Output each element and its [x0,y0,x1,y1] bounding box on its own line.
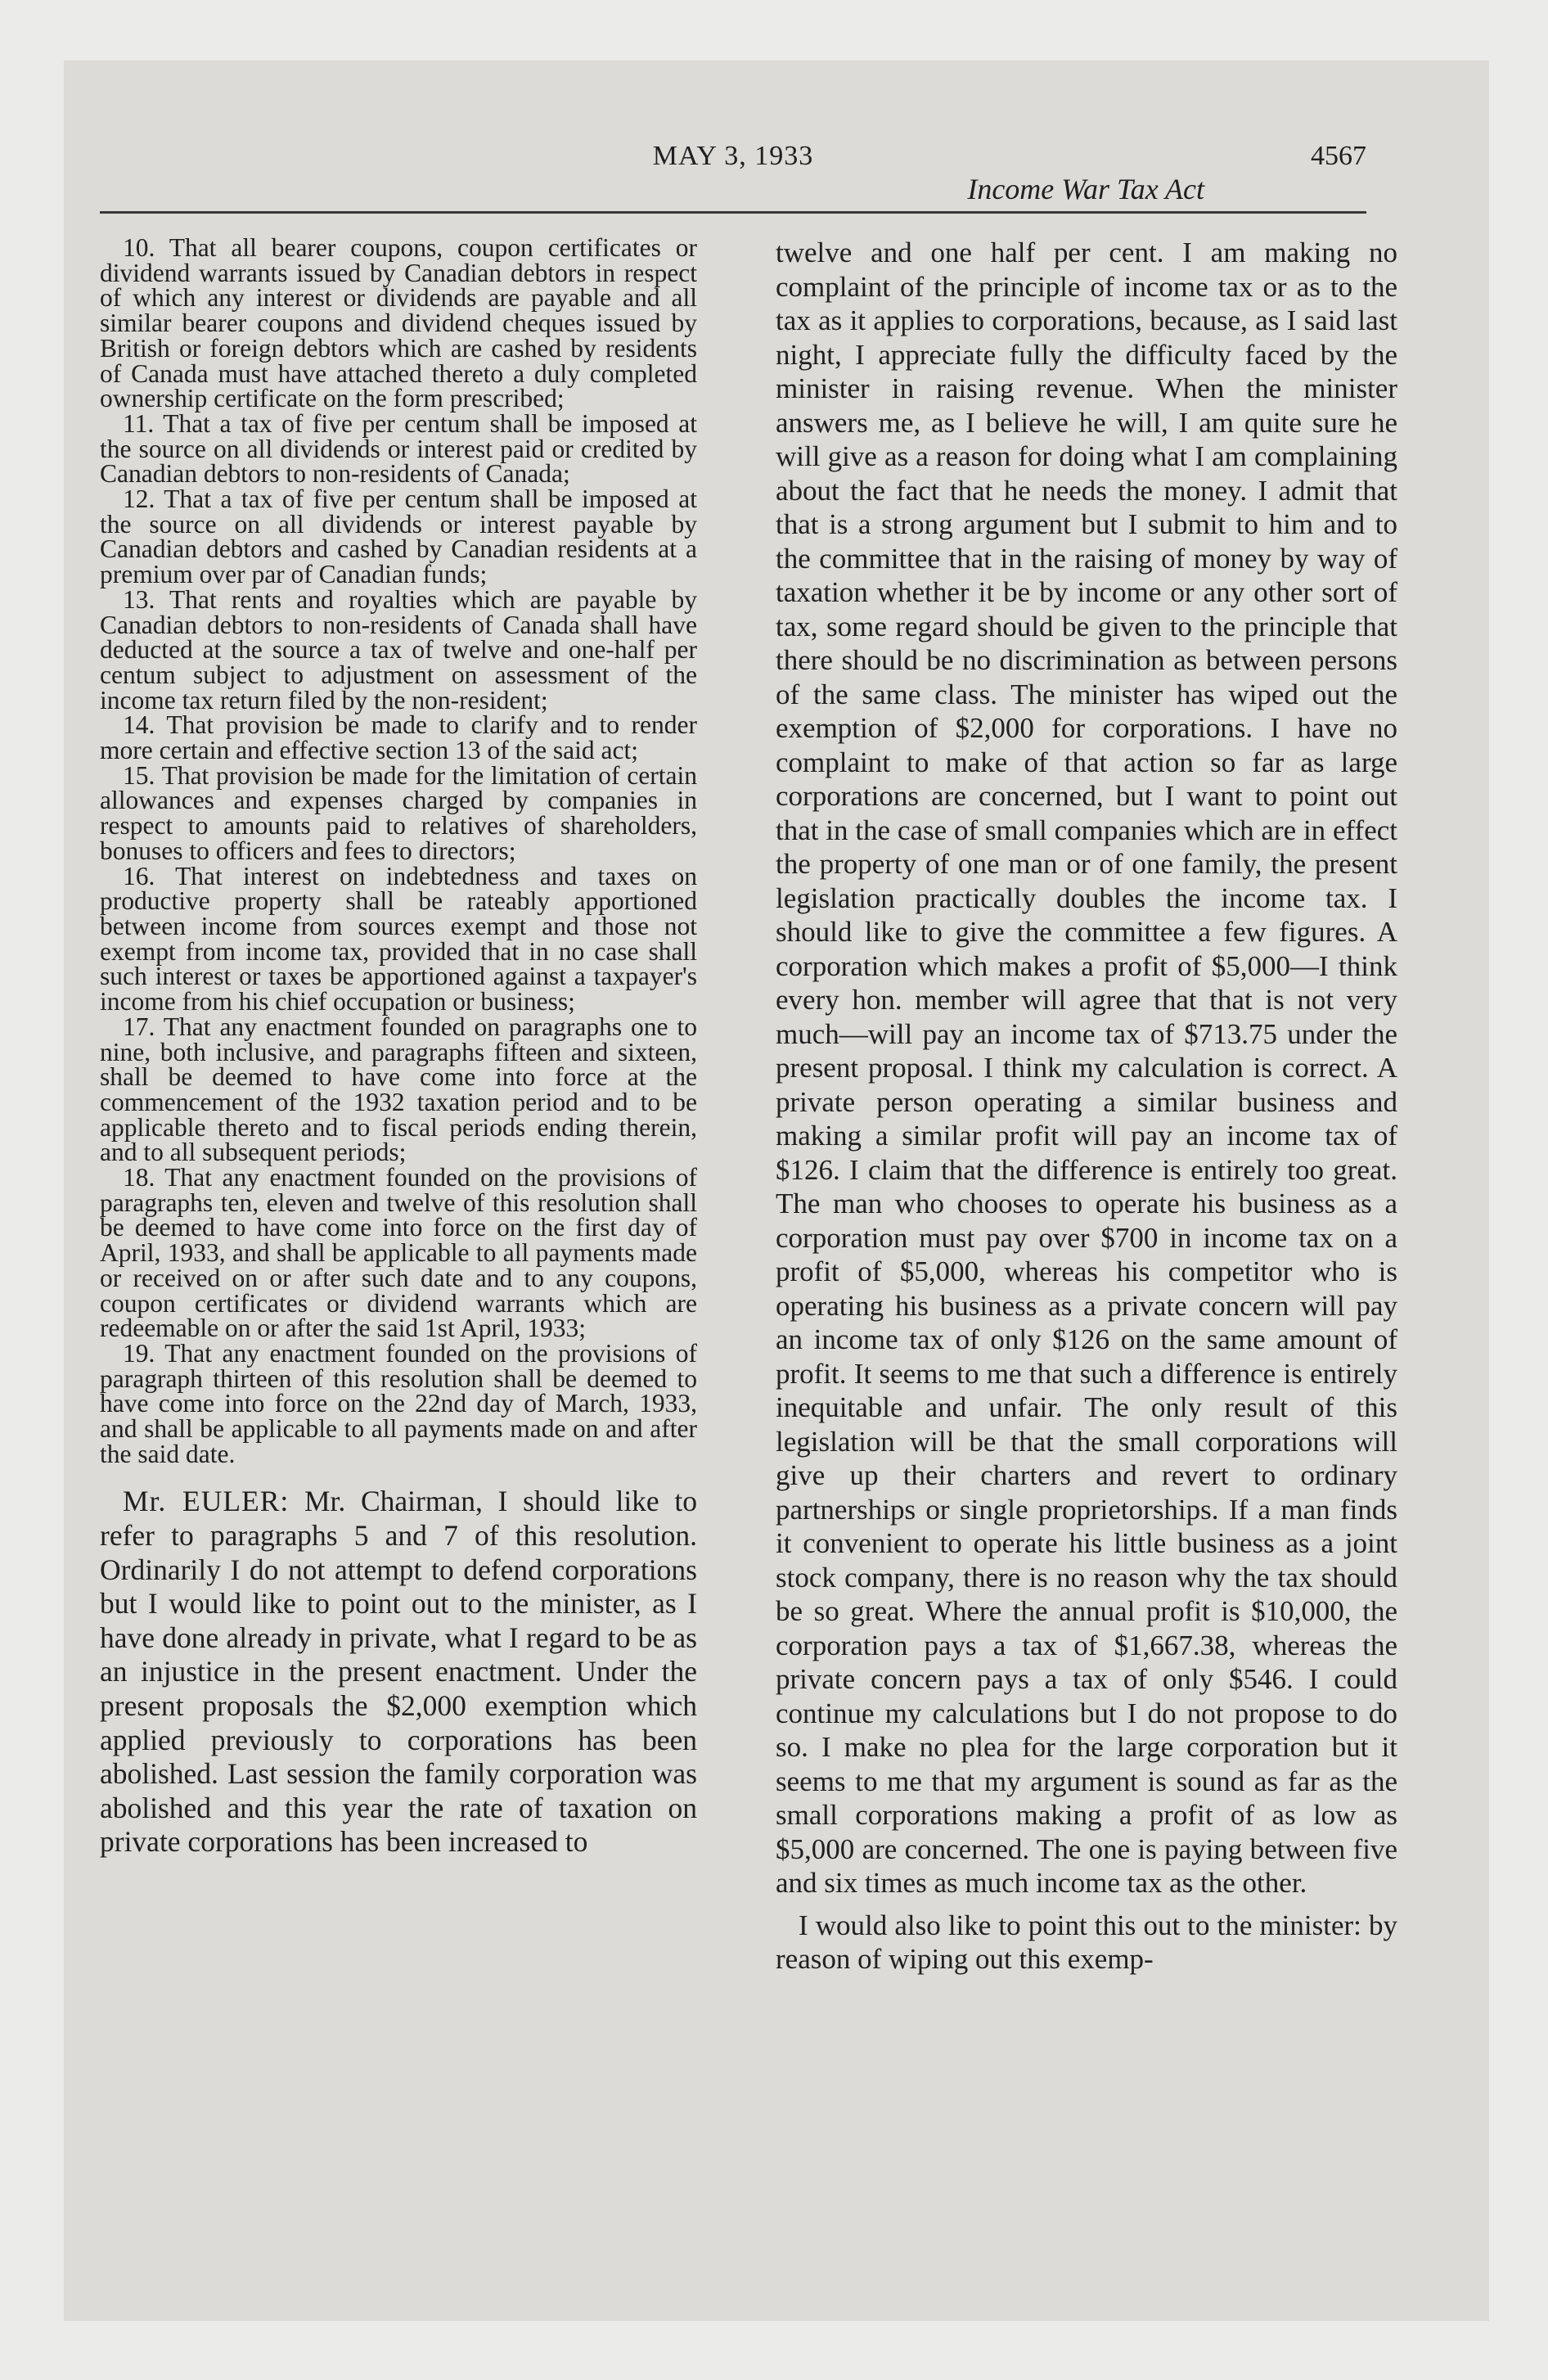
header-rule [100,211,1366,214]
resolution-paragraph-10: 10. That all bearer coupons, coupon certificates or dividend warrants issued by Canadian debtors in respect of which any interest or dividends are payable and all similar bearer coupons and dividend cheques issued by British or foreign debtors which are cashed by residents of Canada must have attached thereto a duly completed ownership certificate on the form prescribed; [100,233,697,413]
resolution-paragraph-16: 16. That interest on indebtedness and taxes on productive property shall be rateably apportioned between income from sources exempt and those not exempt from income tax, provided that in no case shall such interest or taxes be apportioned against a taxpayer's income from his chief occupation or business; [100,861,697,1016]
resolution-paragraph-14: 14. That provision be made to clarify and to render more certain and effective section 13 of the said act; [100,710,697,765]
speech-text: Mr. Chairman, I should like to refer to paragraphs 5 and 7 of this resolution. Ordinarily I do not attempt to defend corporations but I would like to point out to the minister, as I have done already in private, what I regard to be as an injustice in the present enactment. Under the present proposals the $2,000 exemption which applied previously to corporations has been abolished. Last session the family corporation was abolished and this year the rate of taxation on private corporations has been increased to [100,1485,698,1859]
speech-paragraph [100,1485,697,1859]
resolution-paragraph-11: 11. That a tax of five per centum shall be imposed at the source on all dividends or interest paid or credited by Canadian debtors to non-residents of Canada; [100,408,697,489]
right-column [776,236,1397,1977]
left-column [100,233,698,1859]
speaker-name: Mr. EULER: [123,1485,290,1518]
header-page-number: 4567 [1311,141,1366,171]
header-date: MAY 3, 1933 [652,141,814,171]
header-subtitle: Income War Tax Act [967,173,1204,205]
page-header [100,80,1366,211]
continued-speech-paragraph: twelve and one half per cent. I am making no complaint of the principle of income tax or as to the tax as it applies to corporations, because, as I said last night, I appreciate fully the difficulty faced by the minister in raising revenue. When the minister answers me, as I believe he will, I am quite sure he will give as a reason for doing what I am complaining about the fact that he needs the money. I admit that that is a strong argument but I submit to him and to the committee that in the raising of money by way of taxation whether it be by income or any other sort of tax, some regard should be given to the principle that there should be no discrimination as between persons of the same class. The minister has wiped out the exemption of $2,000 for corporations. I have no complaint to make of that action so far as large corporations are concerned, but I want to point out that in the case of small companies which are in effect the property of one man or of one family, the present legislation practically doubles the income tax. I should like to give the committee a few figures. A corporation which makes a profit of $5,000—I think every hon. member will agree that that is not very much—will pay an income tax of $713.75 under the present proposal. I think my calculation is correct. A private person operating a similar business and making a similar profit will pay an income tax of $126. I claim that the difference is entirely too great. The man who chooses to operate his business as a corporation must pay over $700 in income tax on a profit of $5,000, whereas his competitor who is operating his business as a private concern will pay an income tax of only $126 on the same amount of profit. It seems to me that such a difference is entirely inequitable and unfair. The only result of this legislation will be that the small corporations will give up their charters and revert to ordinary partnerships or single proprietorships. If a man finds it convenient to operate his little business as a joint stock company, there is no reason why the tax should be so great. Where the annual profit is $10,000, the corporation pays a tax of $1,667.38, whereas the private concern pays a tax of only $546. I could continue my calculations but I do not propose to do so. I make no plea for the large corporation but it seems to me that my argument is sound as far as the small corporations making a profit of as low as $5,000 are concerned. The one is paying between five and six times as much income tax as the other. [776,237,1397,1899]
resolution-paragraph-17: 17. That any enactment founded on paragraphs one to nine, both inclusive, and paragraphs fifteen and sixteen, shall be deemed to have come into force at the commencement of the 1932 taxation period and to be applicable thereto and to fiscal periods ending therein, and to all subsequent periods; [100,1012,697,1167]
resolution-paragraph-19: 19. That any enactment founded on the provisions of paragraph thirteen of this resolution shall be deemed to have come into force on the 22nd day of March, 1933, and shall be applicable to all payments made on and after the said date. [100,1338,697,1468]
resolution-paragraph-12: 12. That a tax of five per centum shall be imposed at the source on all dividends or interest payable by Canadian debtors and cashed by Canadian residents at a premium over par of Canadian funds; [100,485,697,589]
resolution-paragraph-13: 13. That rents and royalties which are payable by Canadian debtors to non-residents of Canada shall have deducted at the source a tax of twelve and one-half per centum subject to adjustment on assessment of the income tax return filed by the non-resident; [100,584,697,714]
closing-paragraph: I would also like to point this out to the minister: by reason of wiping out this exemp- [776,1909,1397,1975]
resolution-paragraph-15: 15. That provision be made for the limitation of certain allowances and expenses charged by companies in respect to amounts paid to relatives of shareholders, bonuses to officers and fees to directors; [100,760,697,865]
resolution-paragraph-18: 18. That any enactment founded on the provisions of paragraphs ten, eleven and twelve of this resolution shall be deemed to have come into force on the first day of April, 1933, and shall be applicable to all payments made or received on or after such date and to any coupons, coupon certificates or dividend warrants which are redeemable on or after the said 1st April, 1933; [100,1163,697,1343]
